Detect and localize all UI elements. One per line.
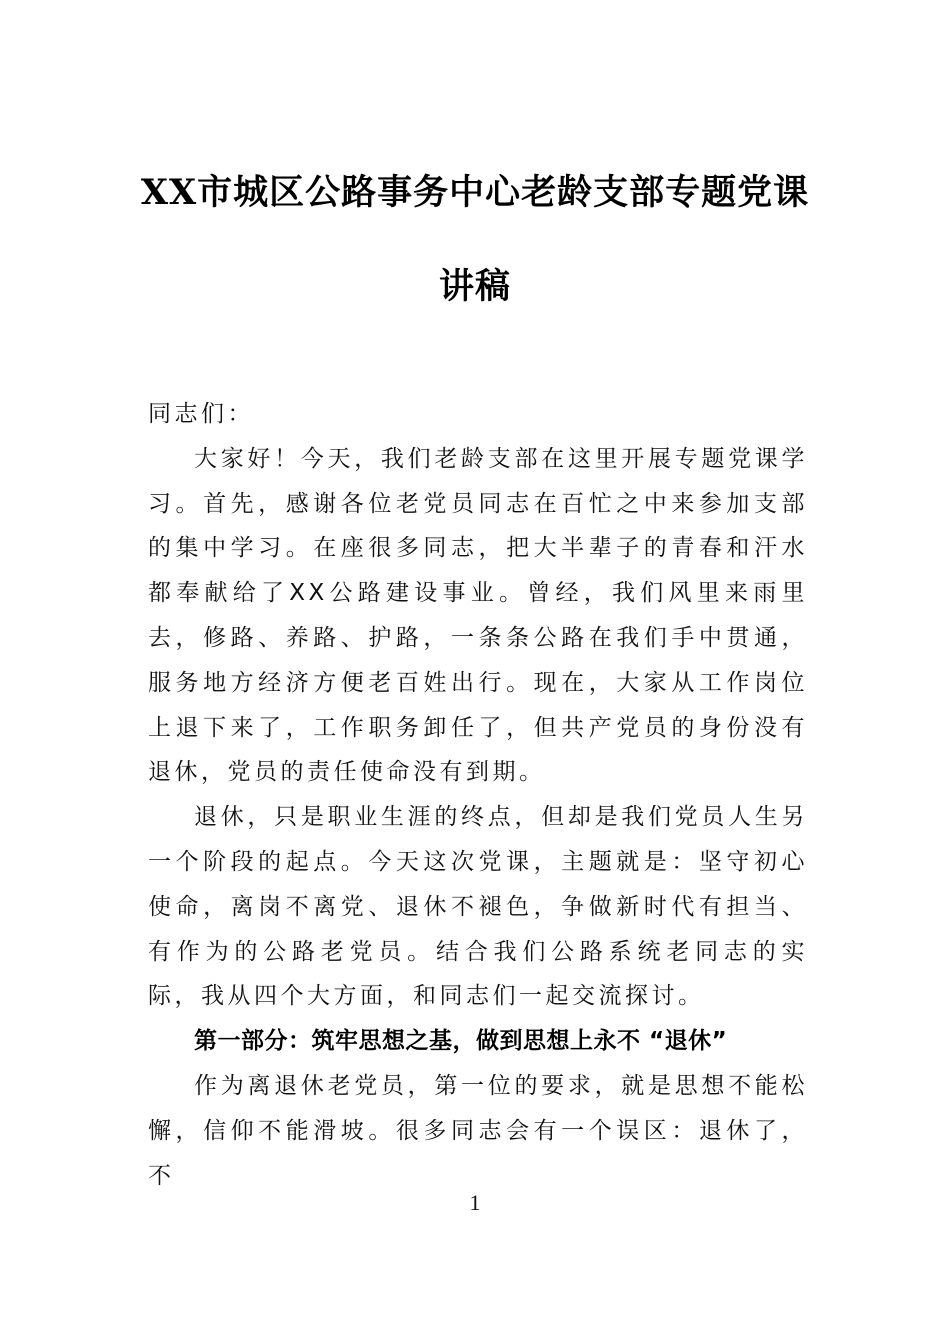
page-number: 1 — [469, 1190, 481, 1215]
section-paragraph: 作为离退休老党员，第一位的要求，就是思想不能松懈，信仰不能滑坡。很多同志会有一个误区：退休了，不 — [148, 1072, 808, 1189]
document-body — [148, 392, 808, 1198]
paragraph-1: 大家好！今天，我们老龄支部在这里开展专题党课学习。首先，感谢各位老党员同志在百忙之中来参加支部的集中学习。在座很多同志，把大半辈子的青春和汗水都奉献给了XX公路建设事业。曾经，我们风里来雨里去，修路、养路、护路，一条条公路在我们手中贯通，服务地方经济方便老百姓出行。现在，大家从工作岗位上退下来了，工作职务卸任了，但共产党员的身份没有退休，党员的责任使命没有到期。 — [148, 445, 808, 786]
title-line-1: XX市城区公路事务中心老龄支部专题党课 — [140, 172, 810, 213]
section-heading: 第一部分：筑牢思想之基，做到思想上永不 “退休” — [194, 1028, 728, 1055]
title-line-2: 讲稿 — [438, 266, 511, 307]
paragraph-2: 退休，只是职业生涯的终点，但却是我们党员人生另一个阶段的起点。今天这次党课，主题就是：坚守初心使命，离岗不离党、退休不褪色，争做新时代有担当、有作为的公路老党员。结合我们公路系统老同志的实际，我从四个大方面，和同志们一起交流探讨。 — [148, 804, 808, 1010]
salutation: 同志们： — [148, 401, 254, 427]
document-title — [110, 168, 840, 356]
